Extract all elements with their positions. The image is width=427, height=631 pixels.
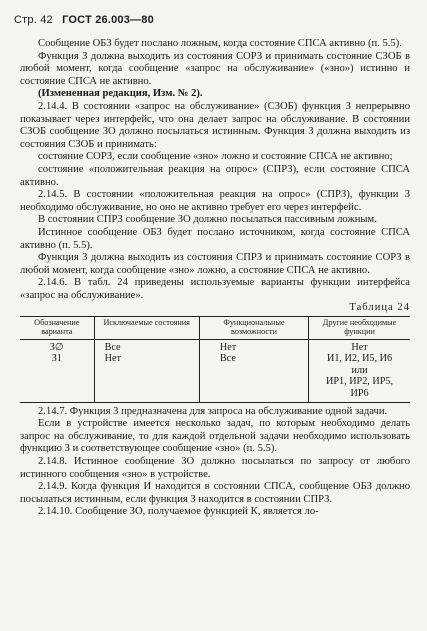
cell-line: З∅ xyxy=(49,341,64,353)
paragraph: (Измененная редакция, Изм. № 2). xyxy=(38,88,203,100)
paragraph: В состоянии СПРЗ сообщение ЗО должно посылаться пассивным ложным. xyxy=(38,214,377,226)
paragraphs-before-table xyxy=(20,38,410,277)
paragraph: 2.14.8. Истинное сообщение ЗО должно посылаться по запросу от любого истинного сообщения «зно» в устройстве. xyxy=(20,456,410,480)
col-header-other: Другие необходимые функции xyxy=(309,317,410,340)
table-caption: 2.14.6. В табл. 24 приведены используемые варианты функции интерфейса «запрос на обслуживание». xyxy=(20,277,410,301)
table-row xyxy=(20,339,410,402)
paragraph: Функция З должна выходить из состояния СОРЗ и принимать состояние СЗОБ в любой момент, когда сообщение «запрос на обслуживание» («зно») истинно и состояние СПСА не активно. xyxy=(20,50,410,87)
paragraph: Функция З должна выходить из состояния СПРЗ и принимать состояние СОРЗ в любой момент, когда сообщение «зно» ложно, а состояние СПСА не активно. xyxy=(20,252,410,276)
page-number: Стр. 42 xyxy=(14,14,53,26)
paragraph: 2.14.10. Сообщение ЗО, получаемое функцией К, является ло- xyxy=(38,506,319,518)
paragraph: 2.14.7. Функция З предназначена для запроса на обслуживание одной задачи. xyxy=(38,405,388,417)
paragraph: Сообщение ОБЗ будет послано ложным, когда состояние СПСА активно (п. 5.5). xyxy=(38,38,402,49)
table-header-row xyxy=(20,317,410,340)
cell-line: Нет xyxy=(219,341,237,353)
col-header-variant: Обозначение варианта xyxy=(20,317,94,340)
cell-excluded xyxy=(94,339,199,402)
body-text xyxy=(20,38,410,519)
cell-line: Нет xyxy=(351,341,368,353)
col-header-excluded: Исключаемые состояния xyxy=(94,317,199,340)
paragraph: состояние СОРЗ, если сообщение «зно» ложно и состояние СПСА не активно; xyxy=(38,151,393,163)
cell-line: или xyxy=(351,364,368,376)
cell-variant xyxy=(20,339,94,402)
col-header-capabilities: Функциональные возможности xyxy=(199,317,308,340)
paragraph: 2.14.4. В состоянии «запрос на обслуживание» (СЗОБ) функция З непрерывно показывает через интерфейс, что она делает запрос на обслуживание. В состоянии СЗОБ сообщение ЗО должно посылаться истинным. Функция З должна выходить из состояния СЗОБ и принимать: xyxy=(20,100,410,150)
paragraph: Если в устройстве имеется несколько задач, по которым необходимо делать запрос на обслуживание, то для каждой отдельной задачи необходимо использовать функцию З и соответствующее сообщение «зно» (п. 5.5). xyxy=(20,418,410,455)
paragraph: 2.14.5. В состоянии «положительная реакция на опрос» (СПРЗ), функции З необходимо обслуживание, но оно не активно требует его через интерфейс. xyxy=(20,189,410,213)
cell-line: И1, И2, И5, И6 xyxy=(326,353,393,365)
cell-capabilities xyxy=(199,339,308,402)
variants-table xyxy=(20,316,410,403)
standard-code: ГОСТ 26.003—80 xyxy=(62,14,154,26)
cell-line: ИР1, ИР2, ИР5, xyxy=(325,376,394,388)
paragraph: Истинное сообщение ОБЗ будет послано источником, когда состояние СПСА активно (п. 5.5). xyxy=(20,226,410,251)
cell-other xyxy=(309,339,410,402)
cell-line: Все xyxy=(104,341,121,353)
cell-line: З1 xyxy=(51,353,62,365)
page-header xyxy=(14,14,154,26)
cell-line: ИР6 xyxy=(350,388,369,400)
cell-line: Нет xyxy=(104,353,121,365)
table-number: Таблица 24 xyxy=(349,302,410,314)
paragraph: 2.14.9. Когда функция И находится в состоянии СПСА, сообщение ОБЗ должно посылаться истинным, если функция З находится в состоянии СПРЗ. xyxy=(20,481,410,505)
cell-line: Все xyxy=(219,353,236,365)
paragraphs-after-table xyxy=(20,406,410,519)
paragraph: состояние «положительная реакция на опрос» (СПРЗ), если состояние СПСА активно. xyxy=(20,163,410,188)
